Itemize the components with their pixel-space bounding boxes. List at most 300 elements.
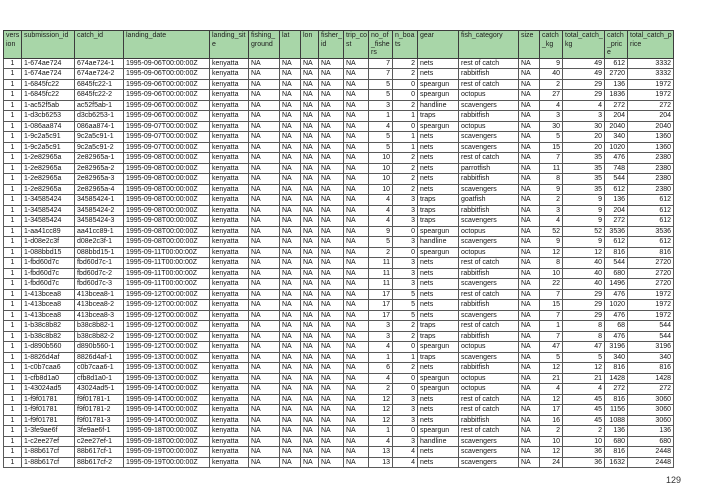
cell-catch_price: 816 xyxy=(605,363,628,374)
cell-lon: NA xyxy=(301,90,319,101)
cell-size: NA xyxy=(519,216,540,227)
cell-catch_id: c2ee27ef-1 xyxy=(75,436,124,447)
cell-submission_id: 1-d3cb6253 xyxy=(22,111,75,122)
cell-catch_price: 204 xyxy=(605,205,628,216)
cell-catch_price: 2040 xyxy=(605,121,628,132)
cell-trip_cost: NA xyxy=(344,331,369,342)
catch-records-table xyxy=(3,30,674,468)
cell-lon: NA xyxy=(301,142,319,153)
cell-catch_id: 674ae724-1 xyxy=(75,58,124,69)
cell-version: 1 xyxy=(4,415,22,426)
cell-catch_kg: 4 xyxy=(540,384,563,395)
cell-trip_cost: NA xyxy=(344,321,369,332)
cell-catch_id: 9c2a5c91-1 xyxy=(75,132,124,143)
cell-catch_kg: 7 xyxy=(540,331,563,342)
cell-catch_price: 1088 xyxy=(605,415,628,426)
cell-catch_kg: 2 xyxy=(540,426,563,437)
cell-fish_category: rest of catch xyxy=(459,258,519,269)
cell-trip_cost: NA xyxy=(344,447,369,458)
cell-submission_id: 1-f9f01781 xyxy=(22,415,75,426)
cell-catch_id: c0b7caa6-1 xyxy=(75,363,124,374)
cell-version: 1 xyxy=(4,331,22,342)
cell-landing_date: 1995-09-08T00:00:00Z xyxy=(124,237,210,248)
cell-catch_kg: 3 xyxy=(540,111,563,122)
cell-version: 1 xyxy=(4,363,22,374)
cell-trip_cost: NA xyxy=(344,184,369,195)
cell-n_boats: 0 xyxy=(393,247,418,258)
cell-landing_date: 1995-09-06T00:00:00Z xyxy=(124,100,210,111)
cell-gear: nets xyxy=(418,457,459,468)
cell-total_catch_price: 2448 xyxy=(628,457,674,468)
cell-fisher_id: NA xyxy=(319,405,344,416)
cell-total_catch_kg: 35 xyxy=(563,184,605,195)
table-row xyxy=(4,352,674,363)
cell-landing_site: kenyatta xyxy=(210,69,249,80)
cell-n_boats: 0 xyxy=(393,373,418,384)
cell-fish_category: rabbitfish xyxy=(459,111,519,122)
cell-trip_cost: NA xyxy=(344,363,369,374)
cell-total_catch_kg: 29 xyxy=(563,90,605,101)
cell-catch_id: 34585424-2 xyxy=(75,205,124,216)
cell-lon: NA xyxy=(301,321,319,332)
cell-gear: handline xyxy=(418,436,459,447)
cell-n_boats: 2 xyxy=(393,163,418,174)
column-header-total_catch_kg: total_catch_kg xyxy=(563,31,605,59)
cell-catch_price: 476 xyxy=(605,310,628,321)
cell-version: 1 xyxy=(4,100,22,111)
cell-submission_id: 1-674ae724 xyxy=(22,69,75,80)
cell-version: 1 xyxy=(4,142,22,153)
cell-catch_kg: 7 xyxy=(540,153,563,164)
cell-lat: NA xyxy=(280,384,301,395)
table-row xyxy=(4,90,674,101)
cell-lon: NA xyxy=(301,342,319,353)
cell-trip_cost: NA xyxy=(344,405,369,416)
cell-catch_kg: 30 xyxy=(540,121,563,132)
cell-landing_site: kenyatta xyxy=(210,174,249,185)
cell-landing_site: kenyatta xyxy=(210,373,249,384)
cell-fish_category: scavengers xyxy=(459,142,519,153)
cell-catch_kg: 12 xyxy=(540,447,563,458)
cell-total_catch_kg: 5 xyxy=(563,352,605,363)
cell-catch_price: 612 xyxy=(605,237,628,248)
cell-trip_cost: NA xyxy=(344,153,369,164)
cell-no_of_fishers: 11 xyxy=(369,279,393,290)
cell-fish_category: rabbitfish xyxy=(459,331,519,342)
cell-version: 1 xyxy=(4,300,22,311)
cell-fish_category: octopus xyxy=(459,384,519,395)
cell-fishing_ground: NA xyxy=(249,163,280,174)
cell-total_catch_price: 544 xyxy=(628,321,674,332)
cell-fishing_ground: NA xyxy=(249,69,280,80)
table-row xyxy=(4,79,674,90)
cell-size: NA xyxy=(519,363,540,374)
cell-fish_category: octopus xyxy=(459,226,519,237)
cell-catch_id: fbd60d7c-3 xyxy=(75,279,124,290)
cell-version: 1 xyxy=(4,289,22,300)
cell-fisher_id: NA xyxy=(319,90,344,101)
cell-total_catch_price: 612 xyxy=(628,216,674,227)
cell-landing_date: 1995-09-08T00:00:00Z xyxy=(124,184,210,195)
cell-landing_site: kenyatta xyxy=(210,58,249,69)
cell-fisher_id: NA xyxy=(319,384,344,395)
cell-catch_kg: 10 xyxy=(540,268,563,279)
cell-landing_date: 1995-09-06T00:00:00Z xyxy=(124,79,210,90)
cell-trip_cost: NA xyxy=(344,436,369,447)
cell-n_boats: 0 xyxy=(393,384,418,395)
cell-lon: NA xyxy=(301,205,319,216)
table-row xyxy=(4,289,674,300)
cell-catch_price: 680 xyxy=(605,436,628,447)
cell-lon: NA xyxy=(301,384,319,395)
cell-gear: nets xyxy=(418,184,459,195)
cell-fisher_id: NA xyxy=(319,436,344,447)
cell-no_of_fishers: 4 xyxy=(369,205,393,216)
cell-catch_id: 9c2a5c91-2 xyxy=(75,142,124,153)
cell-n_boats: 1 xyxy=(393,352,418,363)
cell-trip_cost: NA xyxy=(344,174,369,185)
cell-total_catch_kg: 49 xyxy=(563,58,605,69)
cell-lon: NA xyxy=(301,331,319,342)
cell-gear: speargun xyxy=(418,79,459,90)
cell-landing_date: 1995-09-06T00:00:00Z xyxy=(124,111,210,122)
cell-trip_cost: NA xyxy=(344,415,369,426)
cell-size: NA xyxy=(519,174,540,185)
cell-landing_site: kenyatta xyxy=(210,100,249,111)
cell-fisher_id: NA xyxy=(319,268,344,279)
cell-lat: NA xyxy=(280,373,301,384)
cell-no_of_fishers: 17 xyxy=(369,289,393,300)
cell-n_boats: 5 xyxy=(393,310,418,321)
cell-fishing_ground: NA xyxy=(249,184,280,195)
cell-version: 1 xyxy=(4,258,22,269)
cell-size: NA xyxy=(519,142,540,153)
cell-catch_id: d3cb6253-1 xyxy=(75,111,124,122)
cell-size: NA xyxy=(519,310,540,321)
cell-submission_id: 1-f9f01781 xyxy=(22,394,75,405)
cell-fishing_ground: NA xyxy=(249,205,280,216)
cell-total_catch_kg: 47 xyxy=(563,342,605,353)
cell-version: 1 xyxy=(4,174,22,185)
table-row xyxy=(4,163,674,174)
cell-catch_id: 088bbd15-1 xyxy=(75,247,124,258)
table-row xyxy=(4,174,674,185)
cell-total_catch_price: 3536 xyxy=(628,226,674,237)
cell-total_catch_price: 136 xyxy=(628,426,674,437)
cell-catch_kg: 12 xyxy=(540,394,563,405)
cell-gear: nets xyxy=(418,310,459,321)
cell-n_boats: 3 xyxy=(393,258,418,269)
cell-trip_cost: NA xyxy=(344,69,369,80)
cell-n_boats: 0 xyxy=(393,121,418,132)
cell-lon: NA xyxy=(301,300,319,311)
cell-trip_cost: NA xyxy=(344,163,369,174)
cell-size: NA xyxy=(519,121,540,132)
cell-total_catch_kg: 40 xyxy=(563,268,605,279)
column-header-total_catch_price: total_catch_price xyxy=(628,31,674,59)
cell-size: NA xyxy=(519,195,540,206)
cell-landing_site: kenyatta xyxy=(210,247,249,258)
cell-catch_id: 3fe9ae6f-1 xyxy=(75,426,124,437)
cell-n_boats: 2 xyxy=(393,69,418,80)
cell-catch_kg: 8 xyxy=(540,174,563,185)
cell-size: NA xyxy=(519,405,540,416)
cell-fisher_id: NA xyxy=(319,426,344,437)
cell-lon: NA xyxy=(301,258,319,269)
cell-total_catch_kg: 52 xyxy=(563,226,605,237)
cell-fish_category: scavengers xyxy=(459,352,519,363)
cell-total_catch_kg: 20 xyxy=(563,142,605,153)
cell-total_catch_price: 2720 xyxy=(628,279,674,290)
cell-fishing_ground: NA xyxy=(249,174,280,185)
cell-landing_date: 1995-09-08T00:00:00Z xyxy=(124,216,210,227)
cell-version: 1 xyxy=(4,352,22,363)
cell-lat: NA xyxy=(280,100,301,111)
cell-total_catch_price: 2380 xyxy=(628,163,674,174)
cell-fisher_id: NA xyxy=(319,111,344,122)
cell-total_catch_price: 1360 xyxy=(628,132,674,143)
cell-catch_id: 8826d4af-1 xyxy=(75,352,124,363)
cell-fishing_ground: NA xyxy=(249,100,280,111)
cell-n_boats: 2 xyxy=(393,184,418,195)
cell-landing_site: kenyatta xyxy=(210,331,249,342)
cell-fisher_id: NA xyxy=(319,174,344,185)
cell-landing_date: 1995-09-19T00:00:00Z xyxy=(124,447,210,458)
column-header-catch_kg: catch_kg xyxy=(540,31,563,59)
column-header-no_of_fishers: no_of_fishers xyxy=(369,31,393,59)
cell-landing_site: kenyatta xyxy=(210,405,249,416)
cell-fishing_ground: NA xyxy=(249,279,280,290)
cell-lon: NA xyxy=(301,289,319,300)
cell-lon: NA xyxy=(301,100,319,111)
cell-size: NA xyxy=(519,163,540,174)
table-row xyxy=(4,184,674,195)
cell-catch_kg: 9 xyxy=(540,184,563,195)
cell-landing_date: 1995-09-12T00:00:00Z xyxy=(124,289,210,300)
cell-total_catch_price: 1972 xyxy=(628,289,674,300)
cell-no_of_fishers: 4 xyxy=(369,195,393,206)
cell-lon: NA xyxy=(301,436,319,447)
cell-no_of_fishers: 13 xyxy=(369,457,393,468)
cell-no_of_fishers: 5 xyxy=(369,132,393,143)
cell-fisher_id: NA xyxy=(319,300,344,311)
cell-landing_site: kenyatta xyxy=(210,436,249,447)
table-row xyxy=(4,100,674,111)
cell-submission_id: 1-2e82965a xyxy=(22,153,75,164)
cell-fisher_id: NA xyxy=(319,342,344,353)
cell-fish_category: rest of catch xyxy=(459,405,519,416)
cell-fisher_id: NA xyxy=(319,310,344,321)
table-row xyxy=(4,121,674,132)
cell-version: 1 xyxy=(4,447,22,458)
cell-lat: NA xyxy=(280,363,301,374)
cell-version: 1 xyxy=(4,79,22,90)
cell-n_boats: 1 xyxy=(393,142,418,153)
table-row xyxy=(4,426,674,437)
cell-version: 1 xyxy=(4,121,22,132)
cell-landing_site: kenyatta xyxy=(210,121,249,132)
cell-catch_price: 3196 xyxy=(605,342,628,353)
cell-fisher_id: NA xyxy=(319,58,344,69)
cell-trip_cost: NA xyxy=(344,289,369,300)
cell-landing_site: kenyatta xyxy=(210,268,249,279)
cell-total_catch_price: 2380 xyxy=(628,153,674,164)
cell-catch_id: 88b617cf-1 xyxy=(75,447,124,458)
cell-landing_site: kenyatta xyxy=(210,363,249,374)
cell-submission_id: 1-2e82965a xyxy=(22,163,75,174)
cell-catch_price: 748 xyxy=(605,163,628,174)
cell-n_boats: 3 xyxy=(393,415,418,426)
cell-submission_id: 1-b38c8b82 xyxy=(22,321,75,332)
cell-size: NA xyxy=(519,457,540,468)
cell-submission_id: 1-088bbd15 xyxy=(22,247,75,258)
cell-landing_site: kenyatta xyxy=(210,279,249,290)
cell-size: NA xyxy=(519,153,540,164)
cell-catch_kg: 22 xyxy=(540,279,563,290)
cell-version: 1 xyxy=(4,436,22,447)
cell-catch_price: 476 xyxy=(605,153,628,164)
cell-fish_category: rest of catch xyxy=(459,394,519,405)
cell-n_boats: 3 xyxy=(393,279,418,290)
cell-landing_site: kenyatta xyxy=(210,384,249,395)
table-row xyxy=(4,247,674,258)
cell-lon: NA xyxy=(301,352,319,363)
cell-landing_site: kenyatta xyxy=(210,226,249,237)
cell-size: NA xyxy=(519,69,540,80)
cell-n_boats: 3 xyxy=(393,216,418,227)
cell-size: NA xyxy=(519,331,540,342)
cell-version: 1 xyxy=(4,237,22,248)
cell-catch_kg: 5 xyxy=(540,352,563,363)
cell-submission_id: 1-3fe9ae6f xyxy=(22,426,75,437)
cell-landing_site: kenyatta xyxy=(210,258,249,269)
cell-fish_category: scavengers xyxy=(459,457,519,468)
cell-no_of_fishers: 5 xyxy=(369,237,393,248)
cell-total_catch_price: 2720 xyxy=(628,268,674,279)
cell-version: 1 xyxy=(4,457,22,468)
cell-fishing_ground: NA xyxy=(249,121,280,132)
cell-total_catch_price: 816 xyxy=(628,247,674,258)
cell-catch_price: 272 xyxy=(605,216,628,227)
cell-no_of_fishers: 10 xyxy=(369,163,393,174)
cell-submission_id: 1-086aa874 xyxy=(22,121,75,132)
cell-total_catch_kg: 2 xyxy=(563,426,605,437)
cell-size: NA xyxy=(519,184,540,195)
cell-fisher_id: NA xyxy=(319,237,344,248)
cell-gear: speargun xyxy=(418,426,459,437)
cell-lon: NA xyxy=(301,184,319,195)
cell-gear: nets xyxy=(418,447,459,458)
cell-lon: NA xyxy=(301,174,319,185)
cell-catch_id: 2e82965a-1 xyxy=(75,153,124,164)
cell-total_catch_kg: 9 xyxy=(563,205,605,216)
cell-gear: nets xyxy=(418,394,459,405)
cell-trip_cost: NA xyxy=(344,121,369,132)
cell-no_of_fishers: 13 xyxy=(369,447,393,458)
cell-trip_cost: NA xyxy=(344,279,369,290)
cell-fish_category: rabbitfish xyxy=(459,69,519,80)
cell-n_boats: 1 xyxy=(393,111,418,122)
cell-lon: NA xyxy=(301,163,319,174)
cell-trip_cost: NA xyxy=(344,342,369,353)
cell-catch_price: 816 xyxy=(605,394,628,405)
cell-gear: traps xyxy=(418,111,459,122)
cell-lat: NA xyxy=(280,394,301,405)
cell-submission_id: 1-34585424 xyxy=(22,216,75,227)
cell-fisher_id: NA xyxy=(319,69,344,80)
cell-catch_id: 086aa874-1 xyxy=(75,121,124,132)
cell-version: 1 xyxy=(4,195,22,206)
cell-n_boats: 0 xyxy=(393,226,418,237)
cell-landing_site: kenyatta xyxy=(210,457,249,468)
cell-total_catch_price: 204 xyxy=(628,111,674,122)
cell-total_catch_price: 272 xyxy=(628,100,674,111)
table-row xyxy=(4,69,674,80)
cell-no_of_fishers: 5 xyxy=(369,79,393,90)
cell-no_of_fishers: 3 xyxy=(369,321,393,332)
cell-lon: NA xyxy=(301,279,319,290)
cell-total_catch_kg: 21 xyxy=(563,373,605,384)
cell-size: NA xyxy=(519,205,540,216)
cell-lat: NA xyxy=(280,342,301,353)
cell-lat: NA xyxy=(280,205,301,216)
cell-no_of_fishers: 3 xyxy=(369,331,393,342)
cell-lat: NA xyxy=(280,90,301,101)
cell-trip_cost: NA xyxy=(344,111,369,122)
cell-fish_category: rest of catch xyxy=(459,153,519,164)
cell-total_catch_kg: 9 xyxy=(563,216,605,227)
cell-fisher_id: NA xyxy=(319,153,344,164)
cell-trip_cost: NA xyxy=(344,226,369,237)
cell-fisher_id: NA xyxy=(319,289,344,300)
cell-no_of_fishers: 1 xyxy=(369,111,393,122)
cell-total_catch_kg: 20 xyxy=(563,132,605,143)
cell-version: 1 xyxy=(4,58,22,69)
cell-gear: handline xyxy=(418,100,459,111)
cell-catch_kg: 12 xyxy=(540,363,563,374)
cell-landing_date: 1995-09-11T00:00:00Z xyxy=(124,247,210,258)
table-row xyxy=(4,384,674,395)
cell-version: 1 xyxy=(4,111,22,122)
cell-lon: NA xyxy=(301,363,319,374)
cell-fisher_id: NA xyxy=(319,132,344,143)
cell-fisher_id: NA xyxy=(319,142,344,153)
cell-total_catch_price: 2040 xyxy=(628,121,674,132)
cell-n_boats: 2 xyxy=(393,153,418,164)
cell-gear: traps xyxy=(418,195,459,206)
cell-gear: nets xyxy=(418,289,459,300)
cell-version: 1 xyxy=(4,384,22,395)
cell-catch_id: 413bcea8-3 xyxy=(75,310,124,321)
cell-lat: NA xyxy=(280,436,301,447)
cell-fish_category: octopus xyxy=(459,373,519,384)
cell-version: 1 xyxy=(4,310,22,321)
cell-landing_date: 1995-09-06T00:00:00Z xyxy=(124,90,210,101)
cell-lon: NA xyxy=(301,69,319,80)
cell-gear: nets xyxy=(418,268,459,279)
cell-n_boats: 0 xyxy=(393,426,418,437)
cell-fishing_ground: NA xyxy=(249,342,280,353)
cell-catch_id: 34585424-1 xyxy=(75,195,124,206)
cell-landing_date: 1995-09-06T00:00:00Z xyxy=(124,58,210,69)
cell-fish_category: scavengers xyxy=(459,100,519,111)
cell-fish_category: octopus xyxy=(459,90,519,101)
cell-lat: NA xyxy=(280,447,301,458)
column-header-version: version xyxy=(4,31,22,59)
cell-lon: NA xyxy=(301,373,319,384)
cell-fisher_id: NA xyxy=(319,331,344,342)
cell-no_of_fishers: 1 xyxy=(369,426,393,437)
